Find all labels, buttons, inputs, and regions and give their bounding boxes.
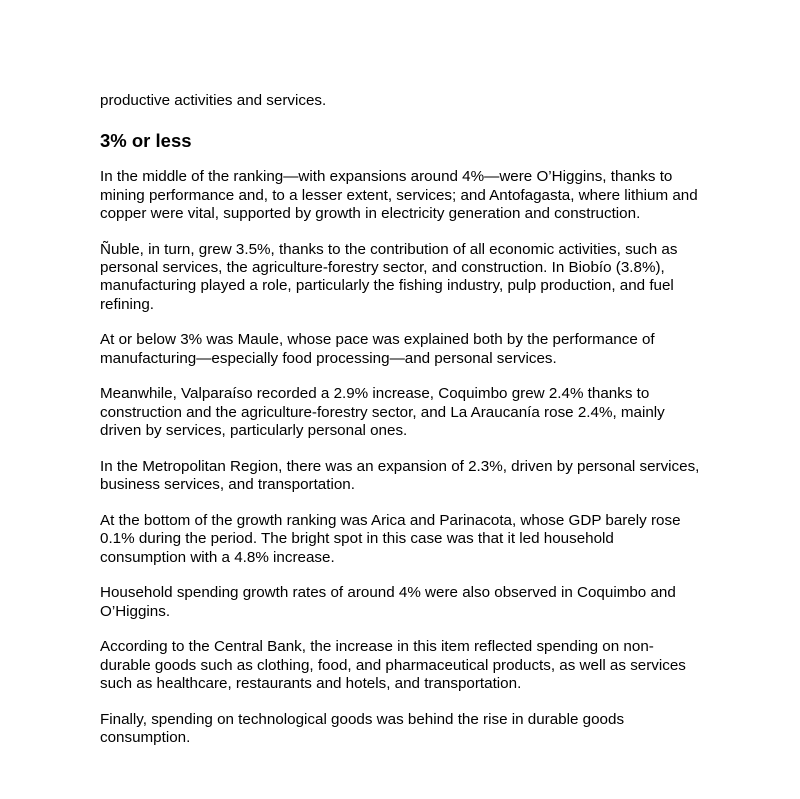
paragraph-4: Meanwhile, Valparaíso recorded a 2.9% increase, Coquimbo grew 2.4% thanks to construction and the agriculture-forestry sector, and La Araucanía rose 2.4%, mainly driven by services, particularly personal ones. (100, 385, 665, 440)
paragraph-9: Finally, spending on technological goods was behind the rise in durable goods consumption. (100, 710, 625, 747)
paragraph-5: In the Metropolitan Region, there was an expansion of 2.3%, driven by personal services, business services, and transportation. (100, 457, 700, 494)
section-heading: 3% or less (100, 130, 192, 152)
article-body (100, 92, 700, 765)
paragraph-6: At the bottom of the growth ranking was Arica and Parinacota, whose GDP barely rose 0.1% during the period. The bright spot in this case was that it led household consumption with a 4.8% increase. (100, 511, 681, 566)
paragraph-1: In the middle of the ranking—with expansions around 4%—were O’Higgins, thanks to mining performance and, to a lesser extent, services; and Antofagasta, where lithium and copper were vital, supported by growth in electricity generation and construction. (100, 168, 698, 222)
lead-text: productive activities and services. (100, 92, 327, 109)
paragraph-2: Ñuble, in turn, grew 3.5%, thanks to the contribution of all economic activities, such as personal services, the agriculture-forestry sector, and construction. In Biobío (3.8%), manufacturing played a role, particularly the fishing industry, pulp production, and fuel refining. (100, 240, 678, 313)
paragraph-8: According to the Central Bank, the increase in this item reflected spending on non-durable goods such as clothing, food, and pharmaceutical products, as well as services such as healthcare, restaurants and hotels, and transportation. (100, 638, 686, 693)
paragraph-3: At or below 3% was Maule, whose pace was explained both by the performance of manufacturing—especially food processing—and personal services. (100, 331, 655, 367)
paragraph-7: Household spending growth rates of around 4% were also observed in Coquimbo and O’Higgins. (100, 584, 676, 620)
